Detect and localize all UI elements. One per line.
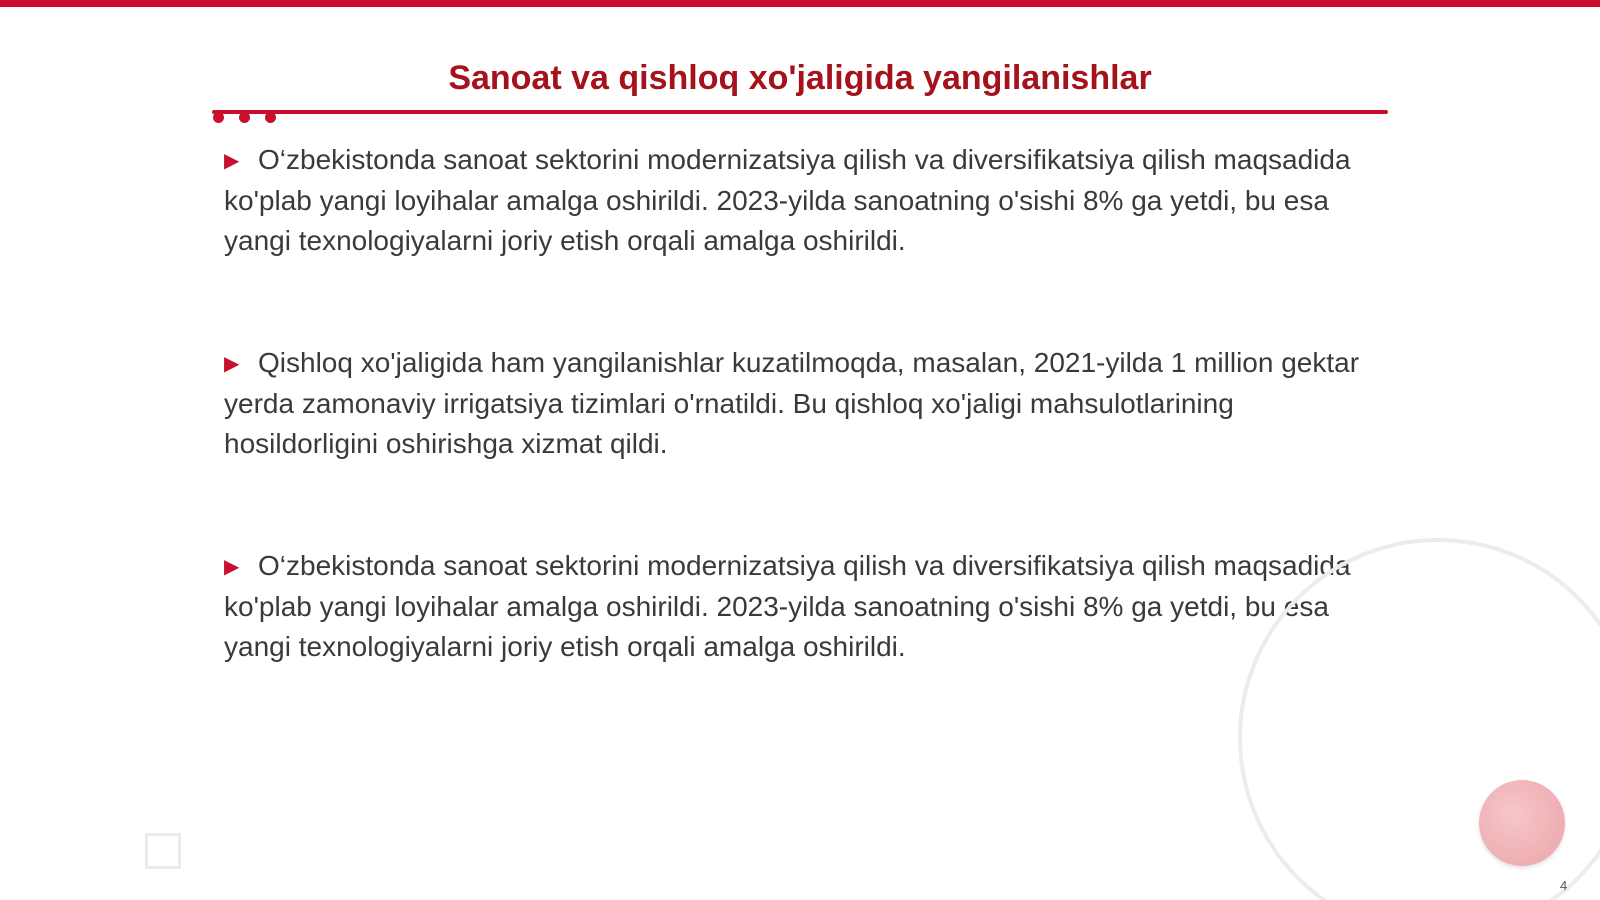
bullet-text: Qishloq xo'jaligida ham yangilanishlar kuzatilmoqda, masalan, 2021-yilda 1 million gektar yerda zamonaviy irrigatsiya tizimlari o'rnatildi. Bu qishloq xo'jaligi mahsulotlarining hosildorligini oshirishga xizmat qildi. (224, 347, 1360, 459)
bullet-text: O‘zbekistonda sanoat sektorini modernizatsiya qilish va diversifikatsiya qilish maqsadida ko'plab yangi loyihalar amalga oshirildi. 2023-yilda sanoatning o'sishi 8% ga yetdi, bu esa yangi texnologiyalarni joriy etish orqali amalga oshirildi. (224, 550, 1351, 662)
decor-pink-circle (1479, 780, 1565, 866)
page-number: 4 (1560, 878, 1568, 893)
slide-title: Sanoat va qishloq xo'jaligida yangilanishlar (448, 59, 1152, 97)
bullet-item (224, 140, 1374, 261)
bullet-list (224, 140, 1374, 749)
triangle-bullet-icon: ▶ (224, 353, 240, 375)
triangle-bullet-icon: ▶ (224, 556, 240, 578)
triangle-bullet-icon: ▶ (224, 150, 240, 172)
decor-dot-1 (213, 112, 224, 123)
bullet-item (224, 546, 1374, 667)
bullet-item (224, 343, 1374, 464)
top-accent-bar (0, 0, 1600, 7)
bullet-text: O‘zbekistonda sanoat sektorini modernizatsiya qilish va diversifikatsiya qilish maqsadida ko'plab yangi loyihalar amalga oshirildi. 2023-yilda sanoatning o'sishi 8% ga yetdi, bu esa yangi texnologiyalarni joriy etish orqali amalga oshirildi. (224, 144, 1351, 256)
decor-square-outline (145, 833, 181, 869)
decor-dot-2 (239, 112, 250, 123)
title-underline (212, 110, 1388, 114)
decor-dot-3 (265, 112, 276, 123)
